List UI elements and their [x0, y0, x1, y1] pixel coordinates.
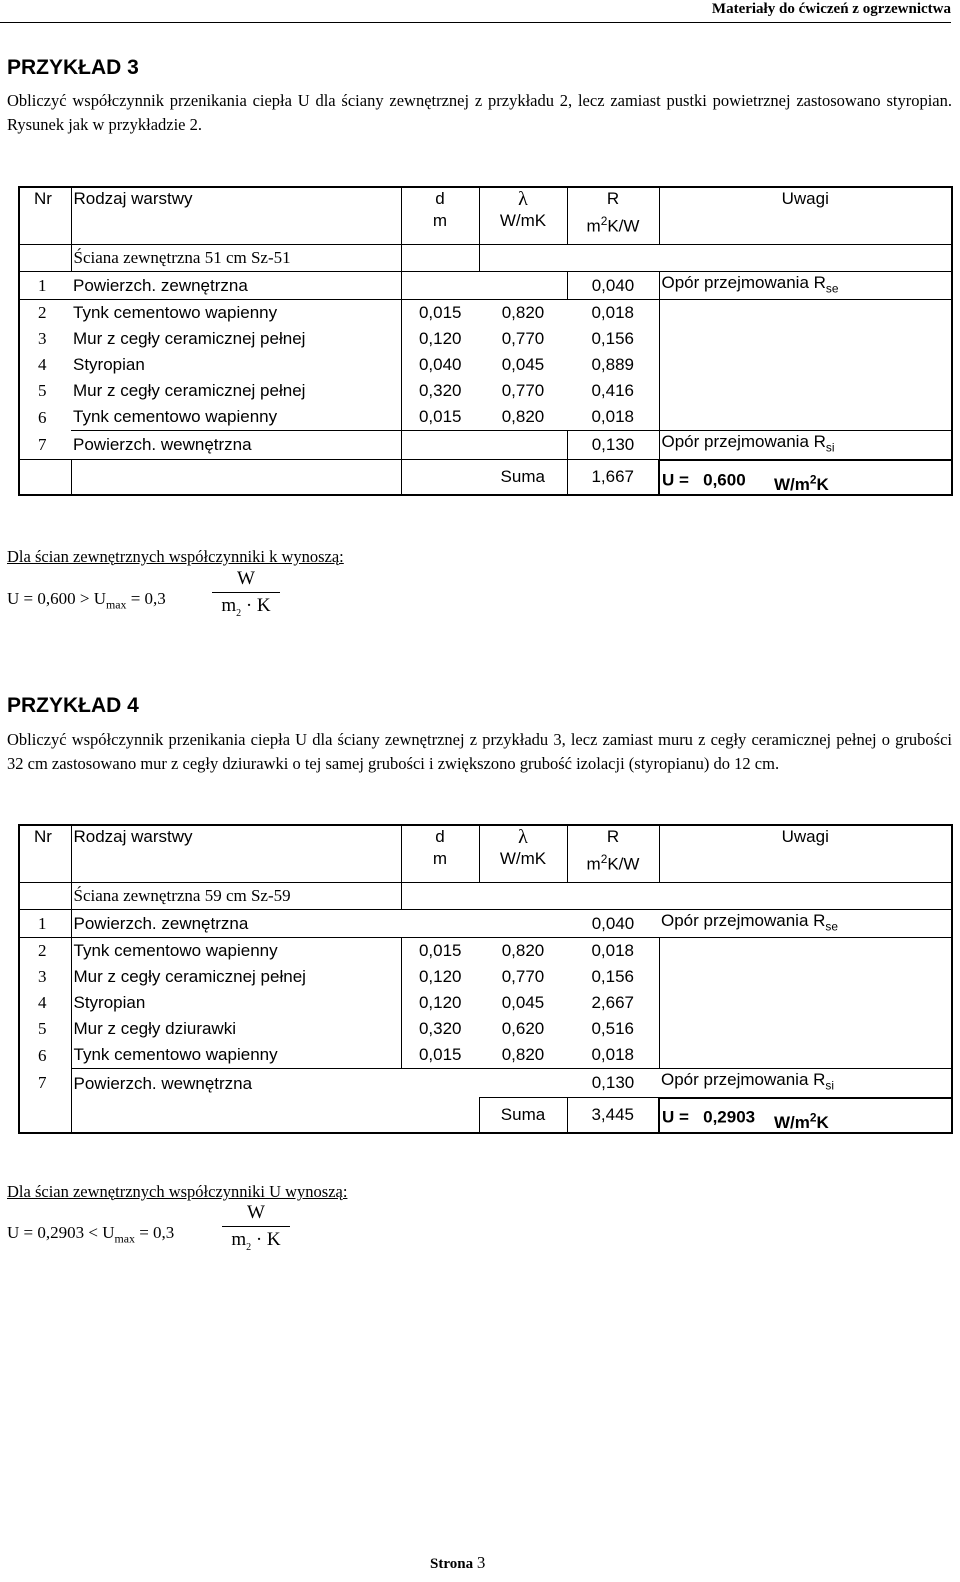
section-label: Ściana zewnętrzna 59 cm Sz-59 — [71, 883, 401, 910]
header-text: Materiały do ćwiczeń z ogrzewnictwa — [711, 1, 951, 17]
table-row: 6 Tynk cementowo wapienny 0,015 0,820 0,018 — [19, 404, 952, 431]
example-3-conclusion: Dla ścian zewnętrznych współczynniki k wynoszą: — [7, 547, 344, 566]
example-4-text: Obliczyć współczynnik przenikania ciepła U dla ściany zewnętrznej z przykładu 3, lecz zamiast muru z cegły ceramicznej pełnej o grubości 32 cm zastosowano mur z cegły dziurawki o tej samej grubości i zwiększono grubość izolacji (styropianu) do 12 cm. — [7, 730, 952, 773]
sum-label: Suma — [479, 1098, 567, 1133]
example-4-conclusion: Dla ścian zewnętrznych współczynniki U wynoszą: — [7, 1182, 348, 1201]
table-row: 3 Mur z cegły ceramicznej pełnej 0,120 0,770 0,156 — [19, 964, 952, 990]
table-row: 4 Styropian 0,120 0,045 2,667 — [19, 990, 952, 1016]
table-row: 3 Mur z cegły ceramicznej pełnej 0,120 0,770 0,156 — [19, 326, 952, 352]
table-section-row — [19, 245, 952, 272]
table-row: 7 Powierzch. wewnętrzna 0,130 Opór przejmowania $R_{si}$ — [19, 431, 952, 460]
example-4-formula: $U = 0,2903 < U_{max} = 0,3$ — [7, 1223, 175, 1246]
example-4-table — [18, 824, 953, 1134]
header-lambda: λ W/mK — [479, 187, 567, 245]
example-3-title: PRZYKŁAD 3 — [7, 56, 139, 79]
table-header: Nr Rodzaj warstwy d m λ W/mK R $m^2K/W$ Uwagi — [19, 825, 952, 883]
example-3-text: Obliczyć współczynnik przenikania ciepła U dla ściany zewnętrznej z przykładu 2, lecz zamiast pustki powietrznej zastosowano styropian. Rysunek jak w przykładzie 2. — [7, 91, 952, 134]
header-layer: Rodzaj warstwy — [71, 187, 401, 245]
example-3-formula: $U = 0,600 > U_{max} = 0,3$ — [7, 589, 166, 612]
table-row: 1 Powierzch. zewnętrzna 0,040 Opór przejmowania $R_{se}$ — [19, 272, 952, 300]
sum-value: 1,667 — [567, 460, 659, 496]
table-row: 2 Tynk cementowo wapienny 0,015 0,820 0,018 — [19, 300, 952, 327]
table-sum-row — [19, 1098, 952, 1133]
table-row: 7 Powierzch. wewnętrzna 0,130 Opór przejmowania $R_{si}$ — [19, 1069, 952, 1098]
example-4-title: PRZYKŁAD 4 — [7, 694, 139, 717]
sum-label: Suma — [479, 460, 567, 496]
page-footer: Strona 3 — [430, 1553, 486, 1572]
table-row: 2 Tynk cementowo wapienny 0,015 0,820 0,018 — [19, 938, 952, 965]
table-section-row — [19, 883, 952, 910]
table-row: 6 Tynk cementowo wapienny 0,015 0,820 0,018 — [19, 1042, 952, 1069]
header-d: d m — [401, 187, 479, 245]
u-result: U = 0,600 $W/m^2K$ — [659, 460, 952, 496]
example-4-fraction: $\frac{W}{m_2 \cdot K}$ — [222, 1202, 290, 1253]
table-header — [19, 187, 952, 245]
table-row: 1 Powierzch. zewnętrzna 0,040 Opór przejmowania $R_{se}$ — [19, 910, 952, 938]
section-label: Ściana zewnętrzna 51 cm Sz-51 — [71, 245, 401, 272]
table-row: 5 Mur z cegły dziurawki 0,320 0,620 0,516 — [19, 1016, 952, 1042]
table-row: 5 Mur z cegły ceramicznej pełnej 0,320 0,770 0,416 — [19, 378, 952, 404]
example-3-table — [18, 186, 953, 496]
page-header — [0, 0, 951, 23]
header-nr: Nr — [19, 187, 71, 245]
example-3-fraction: $\frac{W}{m_2 \cdot K}$ — [212, 568, 280, 619]
u-result: U = 0,2903 $W/m^2K$ — [659, 1098, 952, 1133]
table-sum-row — [19, 460, 952, 496]
header-r: R $m^2K/W$ — [567, 187, 659, 245]
header-notes: Uwagi — [659, 187, 952, 245]
table-row: 4 Styropian 0,040 0,045 0,889 — [19, 352, 952, 378]
sum-value: 3,445 — [567, 1098, 659, 1133]
